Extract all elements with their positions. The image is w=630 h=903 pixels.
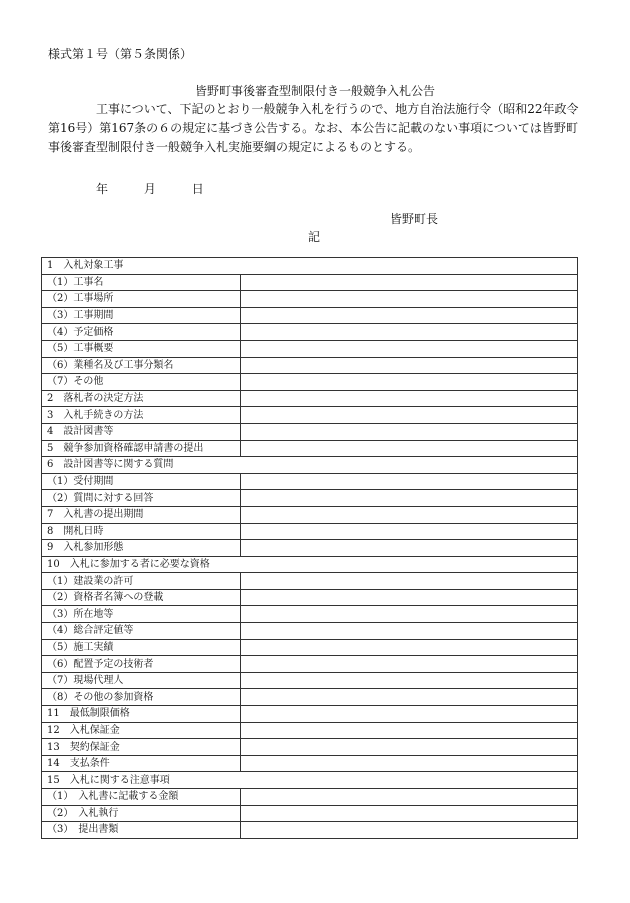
table-row	[42, 473, 578, 490]
row-label: 15 入札に関する注意事項	[42, 772, 578, 789]
table-row	[42, 772, 578, 789]
row-label: 5 競争参加資格確認申請書の提出	[42, 440, 241, 457]
table-row	[42, 340, 578, 357]
row-value-cell[interactable]	[241, 805, 578, 822]
form-number: 様式第１号（第５条関係）	[48, 47, 193, 61]
date-year: 年	[96, 182, 109, 196]
items-table	[41, 257, 578, 839]
row-label: 10 入札に参加する者に必要な資格	[42, 556, 578, 573]
notice-body-text: 工事について、下記のとおり一般競争入札を行うので、地方自治法施行令（昭和22年政令第16号）第167条の６の規定に基づき公告する。なお、本公告に記載のない事項については皆野町事後審査型制限付き一般競争入札実施要綱の規定によるものとする。	[48, 102, 579, 154]
table-row	[42, 324, 578, 341]
table-row	[42, 357, 578, 374]
row-value-cell[interactable]	[241, 374, 578, 391]
table-row	[42, 623, 578, 640]
row-label: （6）配置予定の技術者	[42, 656, 241, 673]
table-row	[42, 490, 578, 507]
table-row	[42, 274, 578, 291]
row-value-cell[interactable]	[241, 623, 578, 640]
row-value-cell[interactable]	[241, 506, 578, 523]
table-row	[42, 291, 578, 308]
row-label: 13 契約保証金	[42, 739, 241, 756]
table-row	[42, 556, 578, 573]
items-table-body	[42, 258, 578, 839]
table-row	[42, 589, 578, 606]
table-row	[42, 258, 578, 275]
row-value-cell[interactable]	[241, 755, 578, 772]
table-row	[42, 672, 578, 689]
document-title: 皆野町事後審査型制限付き一般競争入札公告	[194, 84, 435, 98]
row-value-cell[interactable]	[241, 473, 578, 490]
table-row	[42, 755, 578, 772]
row-label: 12 入札保証金	[42, 722, 241, 739]
row-label: （7）その他	[42, 374, 241, 391]
table-row	[42, 390, 578, 407]
table-row	[42, 722, 578, 739]
row-label: 4 設計図書等	[42, 423, 241, 440]
row-value-cell[interactable]	[241, 689, 578, 706]
row-label: （1）建設業の許可	[42, 573, 241, 590]
row-value-cell[interactable]	[241, 490, 578, 507]
table-row	[42, 407, 578, 424]
row-label: （6）業種名及び工事分類名	[42, 357, 241, 374]
table-row	[42, 440, 578, 457]
row-label: 6 設計図書等に関する質問	[42, 457, 578, 474]
table-row	[42, 789, 578, 806]
table-row	[42, 689, 578, 706]
row-label: （4）予定価格	[42, 324, 241, 341]
row-value-cell[interactable]	[241, 307, 578, 324]
row-label: （4）総合評定値等	[42, 623, 241, 640]
row-value-cell[interactable]	[241, 407, 578, 424]
table-row	[42, 656, 578, 673]
table-row	[42, 540, 578, 557]
row-label: （8）その他の参加資格	[42, 689, 241, 706]
row-label: 11 最低制限価格	[42, 706, 241, 723]
row-label: （2） 入札執行	[42, 805, 241, 822]
issuer-name: 皆野町長	[390, 212, 439, 226]
row-value-cell[interactable]	[241, 340, 578, 357]
table-row	[42, 573, 578, 590]
row-value-cell[interactable]	[241, 274, 578, 291]
row-value-cell[interactable]	[241, 589, 578, 606]
row-value-cell[interactable]	[241, 789, 578, 806]
row-label: 9 入札参加形態	[42, 540, 241, 557]
row-label: 3 入札手続きの方法	[42, 407, 241, 424]
row-value-cell[interactable]	[241, 573, 578, 590]
row-value-cell[interactable]	[241, 706, 578, 723]
row-label: （2）質問に対する回答	[42, 490, 241, 507]
row-value-cell[interactable]	[241, 739, 578, 756]
row-value-cell[interactable]	[241, 672, 578, 689]
ki-heading: 記	[308, 230, 321, 244]
row-value-cell[interactable]	[241, 440, 578, 457]
row-label: （3） 提出書類	[42, 822, 241, 839]
row-value-cell[interactable]	[241, 822, 578, 839]
row-label: （1）工事名	[42, 274, 241, 291]
row-value-cell[interactable]	[241, 606, 578, 623]
row-value-cell[interactable]	[241, 639, 578, 656]
table-row	[42, 307, 578, 324]
table-row	[42, 706, 578, 723]
table-row	[42, 457, 578, 474]
table-row	[42, 805, 578, 822]
table-row	[42, 639, 578, 656]
row-label: （1）受付期間	[42, 473, 241, 490]
table-row	[42, 523, 578, 540]
row-label: （5）施工実績	[42, 639, 241, 656]
row-value-cell[interactable]	[241, 423, 578, 440]
row-value-cell[interactable]	[241, 357, 578, 374]
row-value-cell[interactable]	[241, 722, 578, 739]
row-label: （2）工事場所	[42, 291, 241, 308]
row-label: （2）資格者名簿への登載	[42, 589, 241, 606]
date-day: 日	[191, 182, 204, 196]
row-value-cell[interactable]	[241, 656, 578, 673]
row-label: 2 落札者の決定方法	[42, 390, 241, 407]
row-value-cell[interactable]	[241, 390, 578, 407]
date-line	[96, 180, 236, 197]
table-row	[42, 423, 578, 440]
row-label: 7 入札書の提出期間	[42, 506, 241, 523]
row-label: 8 開札日時	[42, 523, 241, 540]
table-row	[42, 606, 578, 623]
row-label: （7）現場代理人	[42, 672, 241, 689]
table-row	[42, 822, 578, 839]
row-label: （3）所在地等	[42, 606, 241, 623]
row-label: （5）工事概要	[42, 340, 241, 357]
table-row	[42, 506, 578, 523]
row-value-cell[interactable]	[241, 291, 578, 308]
row-value-cell[interactable]	[241, 540, 578, 557]
row-label: 1 入札対象工事	[42, 258, 578, 275]
row-value-cell[interactable]	[241, 324, 578, 341]
date-month: 月	[143, 182, 156, 196]
table-row	[42, 374, 578, 391]
row-value-cell[interactable]	[241, 523, 578, 540]
table-row	[42, 739, 578, 756]
row-label: （3）工事期間	[42, 307, 241, 324]
row-label: 14 支払条件	[42, 755, 241, 772]
row-label: （1） 入札書に記載する金額	[42, 789, 241, 806]
